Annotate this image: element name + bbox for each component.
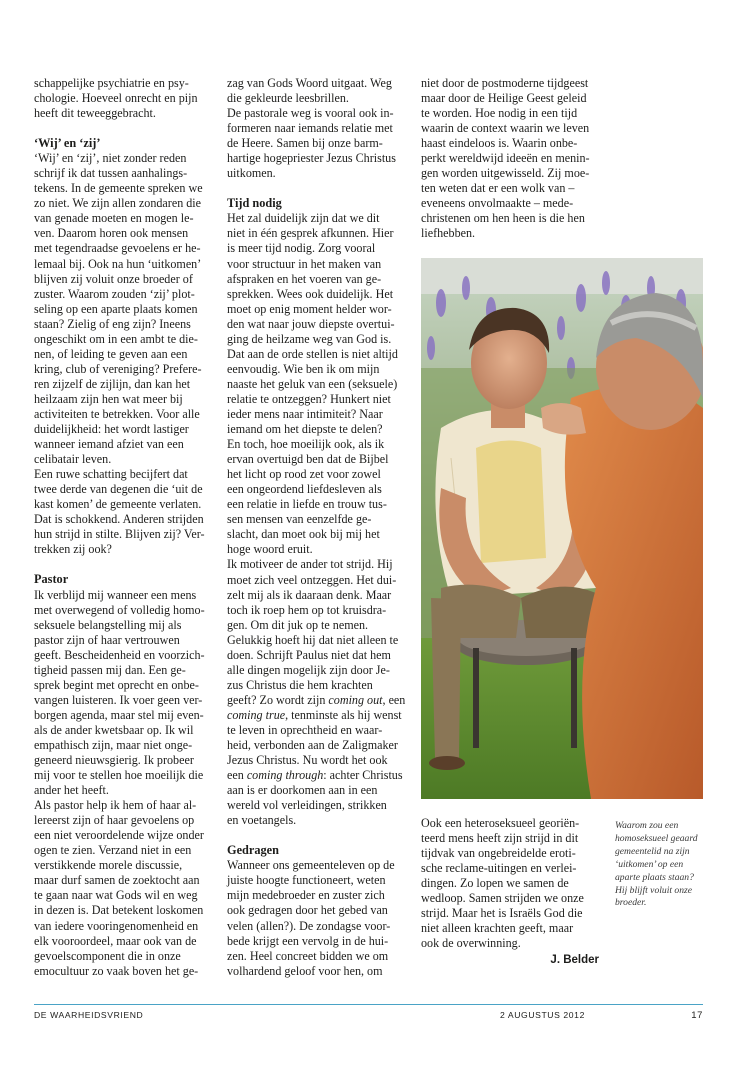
text-line: geneerd nieuwsgierig. Ik probeer: [34, 753, 194, 768]
section-heading-pastor: Pastor: [34, 572, 69, 587]
footer-rule: [34, 1004, 703, 1005]
text-line: bede krijgt een vervolg in de hui-: [227, 933, 389, 948]
text-line: elk vooroordeel, maar ook van de: [34, 933, 197, 948]
text-line: emocultuur zo vaak boven het ge-: [34, 963, 199, 978]
text-line: lereerst zijn of haar gevoelens op: [34, 813, 195, 828]
text-line: niet alleen krachten geeft, maar: [421, 921, 574, 936]
author-signature: J. Belder: [550, 954, 599, 967]
text-line: Ik verblijd mij wanneer een mens: [34, 587, 197, 602]
text-line: tekens. In de gemeente spreken we: [34, 181, 203, 196]
text-line: den wat naar jouw diepste overtui-: [227, 316, 395, 331]
text-line: Als pastor help ik hem of haar al-: [34, 798, 197, 813]
article-photo: [421, 258, 703, 799]
text-line: blijven zij voluit onze broeder of: [34, 271, 193, 286]
section-heading-gedragen: Gedragen: [227, 843, 279, 858]
text-line: celibatair leven.: [34, 452, 112, 467]
text-line: geeft. Bescheidenheid en voorzich-: [34, 647, 205, 662]
text-line: aparte plaats staan?: [615, 871, 694, 883]
text-line: seksuele belangstelling mij als: [34, 617, 182, 632]
text-line: Dat aan de orde stellen is niet altijd: [227, 346, 398, 361]
column3-bottom-text: [421, 816, 603, 951]
text-line: eveneens onvolmaakte – mede-: [421, 196, 574, 211]
text-line: relatie te ontzeggen? Hunkert niet: [227, 391, 391, 406]
text-line: schrijf ik dat tussen aanhalings-: [34, 166, 188, 181]
coming-through-term: coming through: [246, 768, 324, 783]
text-line: juiste hoogte functioneert, weten: [227, 873, 386, 888]
text-line: het licht op rood zet voor zowel: [227, 467, 381, 482]
text-line: seling op een aparte plaats komen: [34, 301, 198, 316]
text-line: velen (allen?). De zondagse voor-: [227, 918, 391, 933]
text-line: wedloop. Samen strijden we onze: [421, 891, 584, 906]
text-line: lemaal bij. Ook na hun ‘uitkomen’: [34, 256, 202, 271]
text-line: ook gedragen door het gebed van: [227, 903, 388, 918]
text-line: en voetangels.: [227, 813, 297, 828]
text-line: zo niet. We zijn allen zondaren die: [34, 196, 202, 211]
text-line: staan? Zielig of eng zijn? Ineens: [34, 316, 191, 331]
text-line: een ongeordend liefdesleven als: [227, 482, 382, 497]
text-line: de Heere. Samen bij onze barm-: [227, 136, 383, 151]
text-line: ander het heeft.: [34, 783, 109, 798]
text-line: Hij blijft voluit onze: [615, 884, 693, 896]
text-line: ven. Daarom horen ook mensen: [34, 226, 189, 241]
text-line: een relatie in liefde en trouw tus-: [227, 497, 387, 512]
text-line: eenvoudig. Wie ben ik om mijn: [227, 361, 380, 376]
text-line: strijd. Maar het is Israëls God die: [421, 906, 583, 921]
text-line: perkt wereldwijd ideeën en menin-: [421, 151, 590, 166]
text-line: gevoelscomponent die in onze: [34, 948, 181, 963]
text-line: ging de heilzame weg van God is.: [227, 331, 392, 346]
section-body-tijd-nodig-c: [227, 783, 407, 828]
text-line: Het zal duidelijk zijn dat we dit: [227, 211, 380, 226]
text-line: Jezus Christus. Nu wordt het ook: [227, 753, 388, 768]
coming-out-term: coming out: [328, 692, 383, 707]
text-line: doen. Schrijft Paulus niet dat hem: [227, 647, 391, 662]
coming-true-term: coming true: [227, 707, 286, 722]
text-line: hun strijd in stilte. Blijven zij? Ver-: [34, 527, 205, 542]
section-body-tijd-nodig-b: [227, 723, 407, 768]
text-line: is meer tijd nodig. Zorg vooral: [227, 241, 376, 256]
column3-top-text: [421, 76, 603, 242]
text-line: moet op enig moment helder wor-: [227, 301, 392, 316]
text-line: zelt mij als ik daaraan denk. Maar: [227, 587, 392, 602]
text-line: borgen agenda, maar stel mij even-: [34, 707, 204, 722]
text-line: teerd mens heeft zijn strijd in dit: [421, 831, 579, 846]
text-line: dingen. Zo lopen we samen de: [421, 876, 569, 891]
text-line: naaste het geluk van een (seksuele): [227, 376, 398, 391]
text-line: christenen om hen heen is die hen: [421, 211, 585, 226]
article-column-3-top: [421, 76, 603, 242]
text-line: heilzaam zijn hen wat meer bij: [34, 391, 183, 406]
text-line: van genade moeten en mogen le-: [34, 211, 194, 226]
section-heading-wij-en-zij: ‘Wij’ en ‘zij’: [34, 136, 101, 151]
text-line: ten weten dat er een wolk van –: [421, 181, 575, 196]
text-line: gen. Om dit juk op te nemen.: [227, 617, 369, 632]
text-line: zag van Gods Woord uitgaat. Weg: [227, 76, 392, 90]
text-line: gemeentelid na zijn: [615, 845, 690, 857]
text-line: homoseksueel geaard: [615, 832, 698, 844]
text-line: haast eindeloos is. Waarin onbe-: [421, 136, 578, 151]
text-line: aan is er doorkomen aan in een: [227, 783, 378, 798]
text-line: gen worden uitgewisseld. Zij moe-: [421, 166, 590, 181]
coming-true-line: coming true, tenminste als hij wenst: [227, 707, 402, 722]
text-line: moet zich veel ontzeggen. Het dui-: [227, 572, 397, 587]
issue-date: 2 AUGUSTUS 2012: [500, 1010, 585, 1020]
text-line: De pastorale weg is vooral ook in-: [227, 106, 394, 121]
text-line: sche reclame-uitingen en verlei-: [421, 861, 577, 876]
text-line: zus Christus die hem krachten: [227, 677, 373, 692]
text-line: met tegendraadse gevoelens er he-: [34, 241, 201, 256]
text-line: sprek begint met oprecht en onbe-: [34, 677, 199, 692]
coming-out-line: geeft? Zo wordt zijn coming out, een: [227, 692, 406, 707]
text-line: ogen te zien. Verzand niet in een: [34, 843, 192, 858]
text-line: een niet veroordelende wijze onder: [34, 828, 204, 843]
text-line: zuster. Waarom zouden ‘zij’ plot-: [34, 286, 195, 301]
text-line: ook de overwinning.: [421, 936, 521, 951]
text-line: zen. Heel concreet bidden we om: [227, 948, 389, 963]
text-line: ieder mens naar intimiteit? Naar: [227, 406, 383, 421]
text-line: van iedere vooringenomenheid en: [34, 918, 199, 933]
text-line: heeft dit teweeggebracht.: [34, 106, 156, 121]
text-line: nen, of leiding te geven aan een: [34, 346, 188, 361]
text-line: volhardend geloof voor hen, om: [227, 963, 383, 978]
text-line: ‘Wij’ en ‘zij’, niet zonder reden: [34, 151, 187, 166]
article-column-1: [34, 76, 216, 979]
article-column-2: [227, 76, 407, 979]
page-footer: [34, 1010, 703, 1024]
text-line: Ook een heteroseksueel georiën-: [421, 816, 580, 830]
text-line: trekken zij ook?: [34, 542, 112, 557]
text-line: broeder.: [615, 897, 647, 909]
text-line: te leven in oprechtheid en waar-: [227, 722, 383, 737]
text-line: Gelukkig hoeft hij dat niet alleen te: [227, 632, 399, 647]
text-line: schappelijke psychiatrie en psy-: [34, 76, 189, 90]
text-line: mijn medebroeder en zuster zich: [227, 888, 385, 903]
text-line: Dat is schokkend. Anderen strijden: [34, 512, 204, 527]
text-line: Wanneer ons gemeenteleven op de: [227, 858, 395, 873]
text-line: pastor zijn of haar vertrouwen: [34, 632, 180, 647]
text-line: als de ander kwetsbaar op. Ik wil: [34, 722, 194, 737]
text-line: te gaan naar wat Gods wil en weg: [34, 888, 198, 903]
text-line: tigheid passen mij dan. Een ge-: [34, 662, 186, 677]
text-line: Waarom zou een: [615, 820, 679, 831]
text-line: mij voor te stellen hoe moeilijk die: [34, 768, 204, 783]
text-line: ren zijzelf de zijlijn, dan kan het: [34, 376, 191, 391]
text-line: uitkomen.: [227, 166, 276, 181]
text-line: Ik motiveer de ander tot strijd. Hij: [227, 557, 393, 572]
text-line: activiteiten te betrekken. Voor alle: [34, 406, 200, 421]
text-line: heid, verbonden aan de Zaligmaker: [227, 738, 398, 753]
text-line: Een ruwe schatting becijfert dat: [34, 467, 188, 482]
text-line: ongeschikt om in een ambt te die-: [34, 331, 198, 346]
text-line: hartige hogepriester Jezus Christus: [227, 151, 396, 166]
text-line: waarin de context waarin we leven: [421, 121, 590, 136]
text-line: die gekleurde leesbrillen.: [227, 91, 349, 106]
text-line: in dezen is. Dat betekent loskomen: [34, 903, 204, 918]
text-line: ervan overtuigd ben dat de Bijbel: [227, 452, 389, 467]
text-line: iemand om het diepste te delen?: [227, 422, 383, 437]
text-line: voor structuur in het maken van: [227, 256, 382, 271]
article-column-3-bottom: [421, 816, 603, 968]
text-line: maar door de Heilige Geest geleid: [421, 91, 587, 106]
text-line: tijdvak van ongebreidelde eroti-: [421, 846, 576, 861]
text-line: slacht, dan moet ook bij mij het: [227, 527, 380, 542]
column2-intro: [227, 76, 407, 181]
text-line: ‘uitkomen’ op een: [615, 858, 684, 870]
column1-intro: [34, 76, 216, 121]
text-line: liefhebben.: [421, 226, 476, 241]
text-line: wanneer iemand afziet van een: [34, 437, 184, 452]
text-line: formeren naar iemands relatie met: [227, 121, 393, 136]
text-line: maar durf samen de zoektocht aan: [34, 873, 200, 888]
text-line: twee derde van degenen die ‘uit de: [34, 482, 203, 497]
section-body-gedragen: [227, 858, 407, 978]
magazine-name: DE WAARHEIDSVRIEND: [34, 1010, 144, 1020]
text-line: afspraken en het voeren van ge-: [227, 271, 382, 286]
text-line: toch ik roep hem op tot kruisdra-: [227, 602, 387, 617]
text-line: te worden. Hoe nodig in een tijd: [421, 106, 578, 121]
text-line: met overwegend of volledig homo-: [34, 602, 205, 617]
text-line: kring, club of vereniging? Prefere-: [34, 361, 202, 376]
text-line: niet door de postmoderne tijdgeest: [421, 76, 589, 90]
photo-caption: [615, 820, 707, 910]
text-line: sen mensen van eenzelfde ge-: [227, 512, 372, 527]
text-line: hoge woord eruit.: [227, 542, 313, 557]
section-body-tijd-nodig-a: [227, 211, 407, 693]
text-line: kast komen’ de gemeente verlaten.: [34, 497, 202, 512]
section-body-pastor: [34, 588, 216, 979]
text-line: alle dingen mogelijk zijn door Je-: [227, 662, 390, 677]
text-line: empathisch zijn, maar niet onge-: [34, 737, 193, 752]
text-line: sprekken. Wees ook duidelijk. Het: [227, 286, 394, 301]
text-line: vangen luisteren. Ik voer geen ver-: [34, 692, 203, 707]
section-heading-tijd-nodig: Tijd nodig: [227, 196, 282, 211]
section-body-wij-en-zij: [34, 151, 216, 557]
coming-through-line: een coming through: achter Christus: [227, 768, 403, 783]
text-line: niet in één gesprek afkunnen. Hier: [227, 226, 394, 241]
text-line: duidelijkheid: het wordt lastiger: [34, 422, 189, 437]
page-number: 17: [691, 1010, 703, 1021]
text-line: chologie. Hoeveel onrecht en pijn: [34, 91, 198, 106]
text-line: wereld vol verleidingen, strikken: [227, 798, 387, 813]
text-line: verstikkende morele discussie,: [34, 858, 183, 873]
text-line: En toch, hoe moeilijk ook, als ik: [227, 437, 385, 452]
